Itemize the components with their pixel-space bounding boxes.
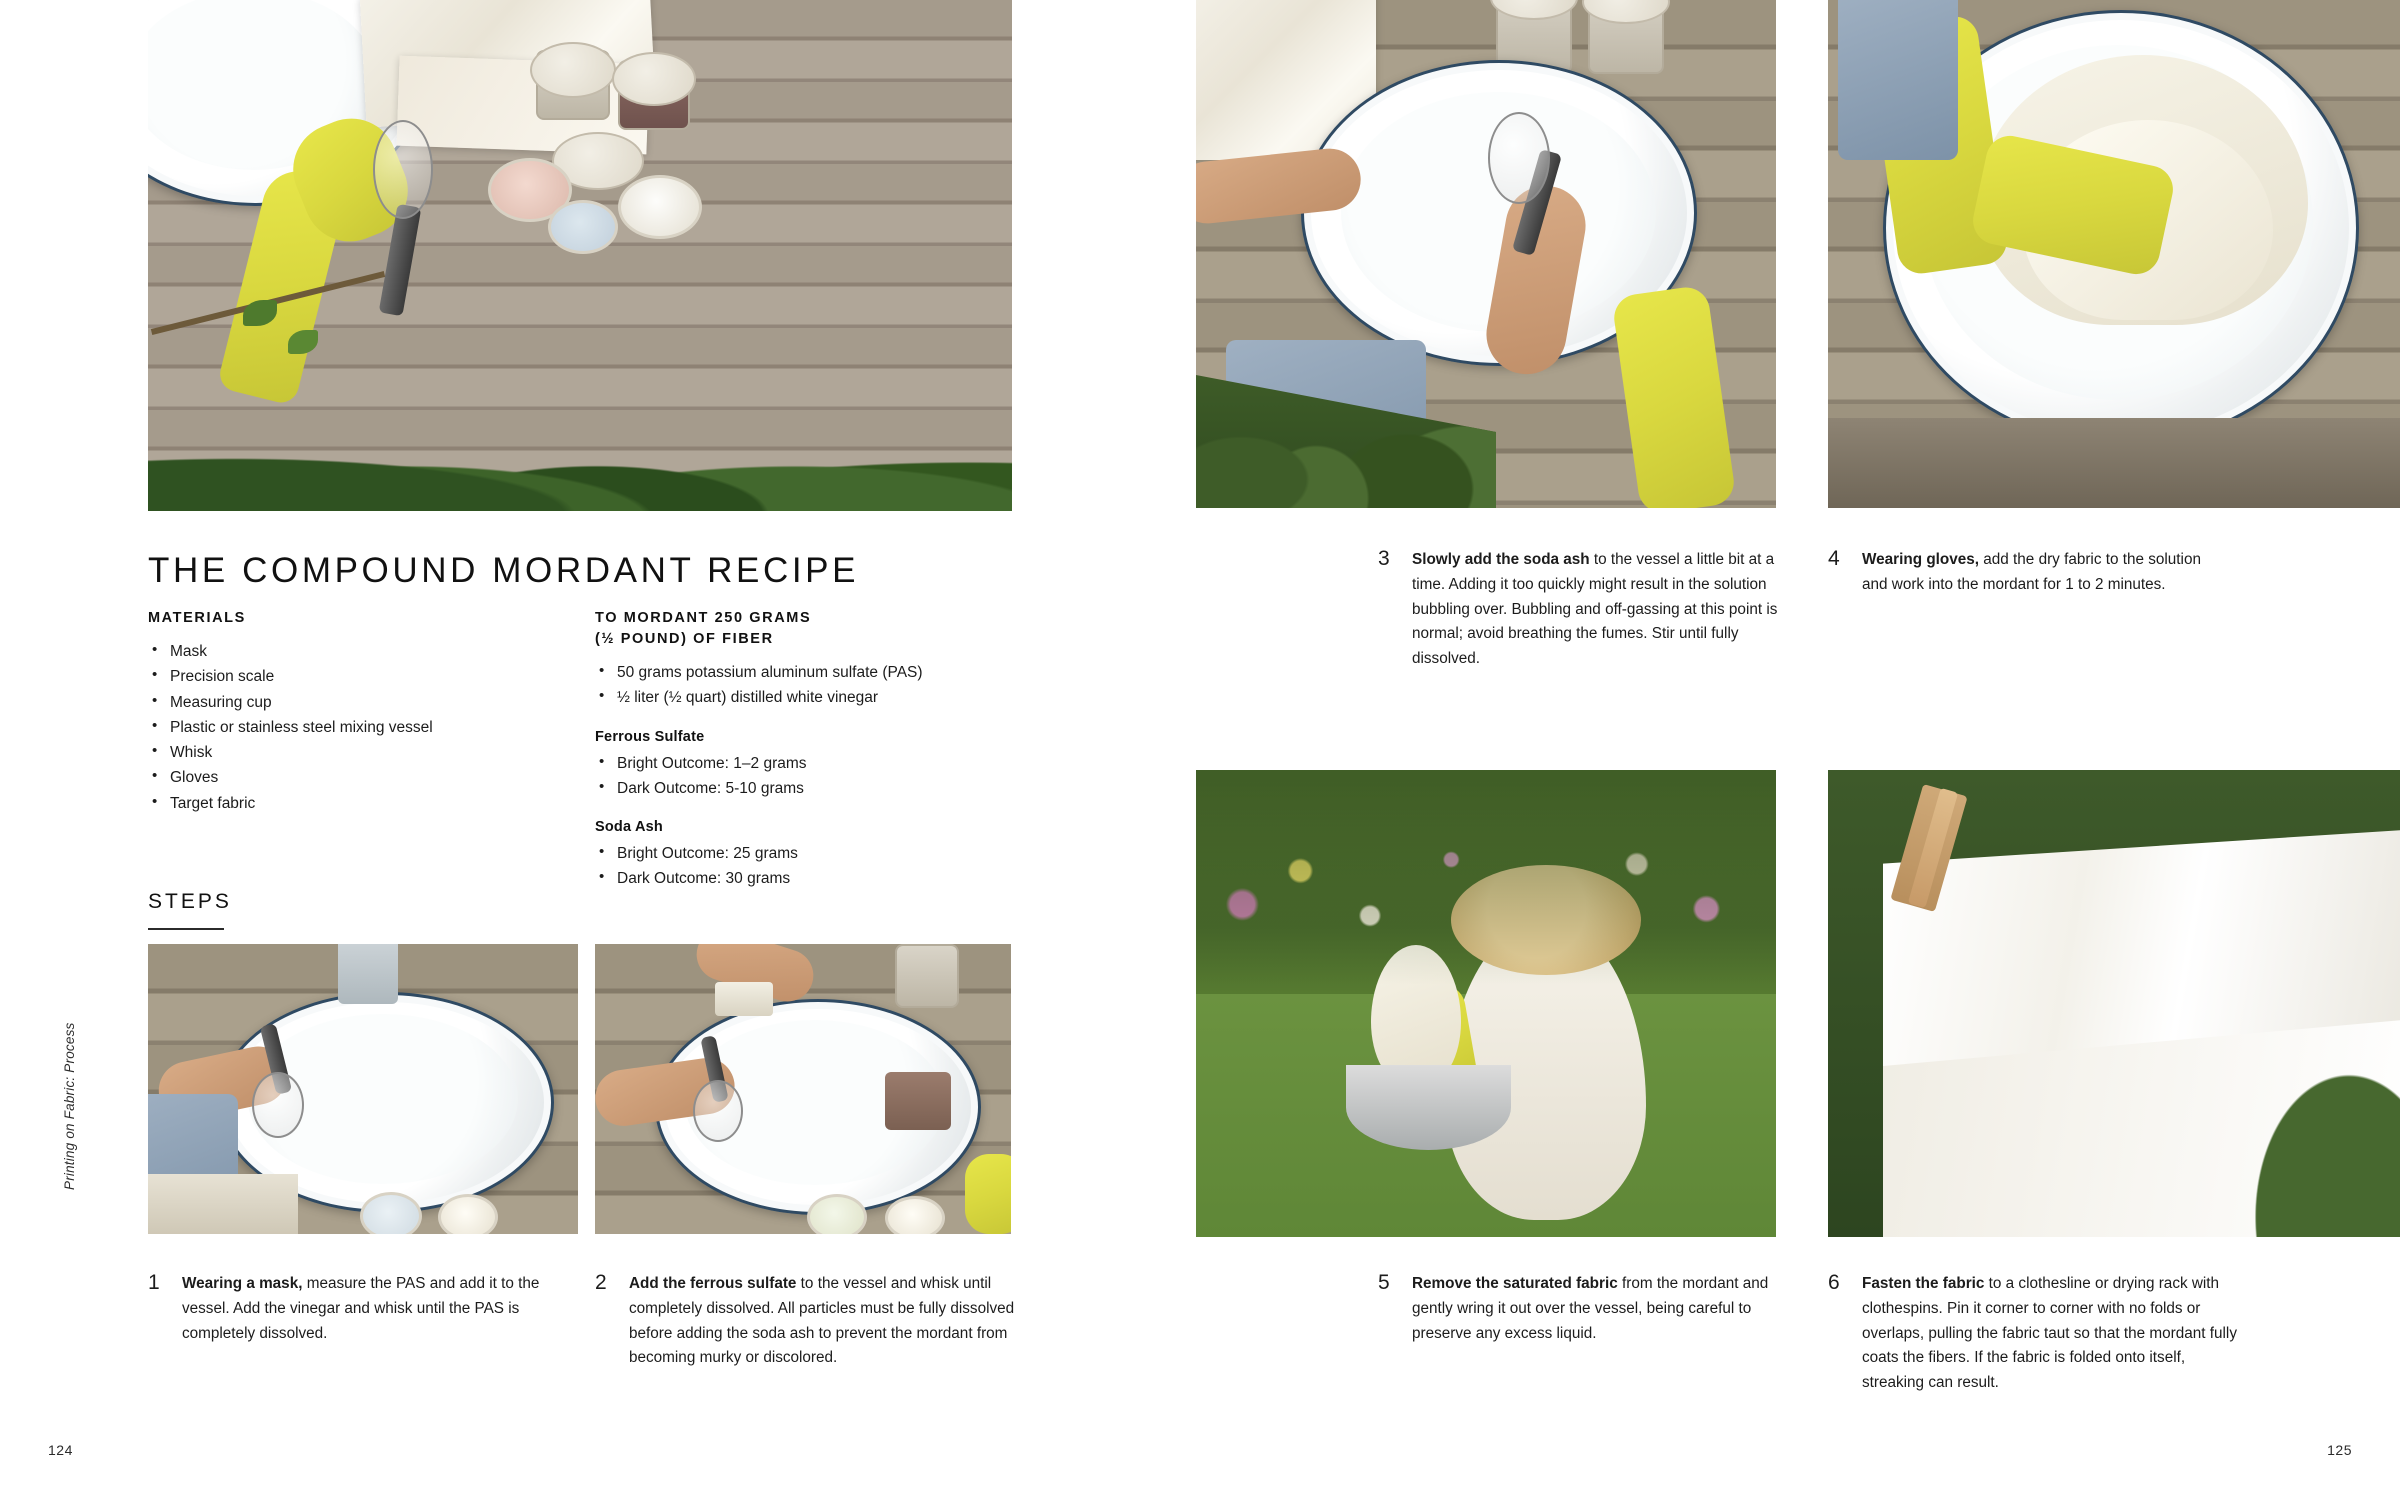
fabric-on-clothesline-photo	[1828, 770, 2400, 1237]
gloved-hands-fabric-in-bowl-photo	[1828, 0, 2400, 508]
mordant-heading-line1: TO MORDANT 250 GRAMS	[595, 610, 812, 626]
soda-ash-list	[595, 841, 1035, 892]
step-lead: Remove the saturated fabric	[1412, 1275, 1618, 1292]
materials-heading: MATERIALS	[148, 610, 246, 626]
mordant-column	[595, 608, 1035, 892]
list-item: • Bright Outcome: 25 grams	[595, 841, 1035, 866]
page-number-left: 124	[48, 1442, 73, 1458]
step-4	[1828, 548, 2228, 598]
mordant-heading	[595, 608, 1035, 650]
step-number: 2	[595, 1271, 607, 1294]
list-item: • Mask	[148, 639, 578, 664]
whisking-vessel-photo	[148, 944, 578, 1234]
ferrous-sulfate-heading: Ferrous Sulfate	[595, 728, 705, 745]
ferrous-sulfate-list	[595, 751, 1035, 802]
overhead-workbench-supplies-photo	[148, 0, 1012, 511]
step-text	[1412, 548, 1778, 672]
step-lead: Wearing a mask,	[182, 1275, 303, 1292]
step-3	[1378, 548, 1778, 672]
step-text	[1862, 548, 2228, 598]
step-lead: Slowly add the soda ash	[1412, 551, 1590, 568]
list-item: • 50 grams potassium aluminum sulfate (PAS)	[595, 660, 1035, 685]
step-body: from the mordant and gently wring it out over the vessel, being careful to preserve any excess liquid.	[1412, 1275, 1769, 1342]
list-item: • Dark Outcome: 30 grams	[595, 866, 1035, 891]
step-text	[1412, 1272, 1778, 1346]
list-item: • Precision scale	[148, 664, 578, 689]
step-body: to the vessel and whisk until completely dissolved. All particles must be fully dissolved before adding the soda ash to prevent the mordant from becoming murky or discolored.	[629, 1275, 1015, 1367]
page-title: THE COMPOUND MORDANT RECIPE	[148, 551, 860, 591]
adding-soda-ash-photo	[1196, 0, 1776, 508]
materials-list	[148, 639, 578, 816]
steps-heading: STEPS	[148, 890, 232, 913]
page-number-right: 125	[2327, 1442, 2352, 1458]
step-6	[1828, 1272, 2243, 1396]
step-text	[629, 1272, 1035, 1371]
step-number: 1	[148, 1271, 160, 1294]
list-item: • Dark Outcome: 5-10 grams	[595, 776, 1035, 801]
list-item: • Gloves	[148, 765, 578, 790]
step-number: 6	[1828, 1271, 1840, 1294]
mordant-heading-line2: (½ POUND) OF FIBER	[595, 631, 774, 648]
wringing-fabric-in-garden-photo	[1196, 770, 1776, 1237]
step-lead: Wearing gloves,	[1862, 551, 1980, 568]
step-5	[1378, 1272, 1778, 1346]
list-item: • ½ liter (½ quart) distilled white vinegar	[595, 685, 1035, 710]
running-head: Printing on Fabric: Process	[62, 1022, 77, 1190]
step-lead: Fasten the fabric	[1862, 1275, 1985, 1292]
step-text	[1862, 1272, 2243, 1396]
list-item: • Whisk	[148, 740, 578, 765]
step-2	[595, 1272, 1035, 1371]
list-item: • Target fabric	[148, 791, 578, 816]
steps-rule	[148, 928, 224, 930]
list-item: • Measuring cup	[148, 690, 578, 715]
step-body: to the vessel a little bit at a time. Adding it too quickly might result in the solution bubbling over. Bubbling and off-gassing at this point is normal; avoid breathing the fumes. Stir until fully dissolved.	[1412, 551, 1778, 668]
step-number: 3	[1378, 547, 1390, 570]
list-item: • Plastic or stainless steel mixing vessel	[148, 715, 578, 740]
materials-column	[148, 608, 578, 816]
step-number: 5	[1378, 1271, 1390, 1294]
adding-ferrous-sulfate-photo	[595, 944, 1011, 1234]
step-number: 4	[1828, 547, 1840, 570]
step-1	[148, 1272, 578, 1346]
mordant-list	[595, 660, 1035, 711]
soda-ash-heading: Soda Ash	[595, 819, 663, 836]
step-lead: Add the ferrous sulfate	[629, 1275, 797, 1292]
step-text	[182, 1272, 578, 1346]
step-body: add the dry fabric to the solution and work into the mordant for 1 to 2 minutes.	[1862, 551, 2201, 593]
list-item: • Bright Outcome: 1–2 grams	[595, 751, 1035, 776]
left-page	[0, 0, 1196, 1500]
step-body: to a clothesline or drying rack with clothespins. Pin it corner to corner with no folds or overlaps, pulling the fabric taut so that the mordant fully coats the fibers. If the fabric is folded onto itself, streaking can result.	[1862, 1275, 2237, 1392]
step-body: measure the PAS and add it to the vessel. Add the vinegar and whisk until the PAS is completely dissolved.	[182, 1275, 540, 1342]
